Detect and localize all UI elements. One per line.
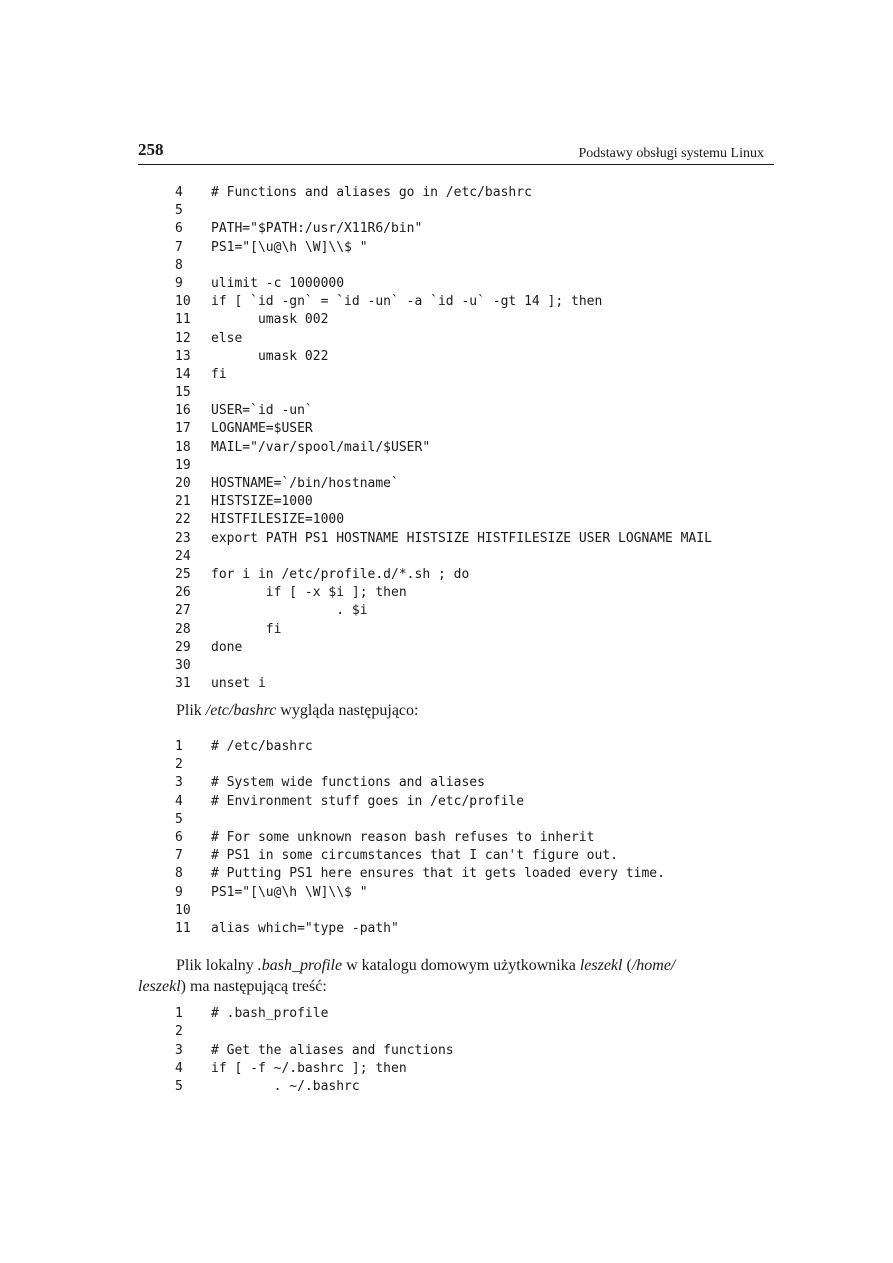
line-number: 11 <box>175 920 191 936</box>
code-line <box>175 902 665 920</box>
line-number: 15 <box>175 385 191 401</box>
line-number: 30 <box>175 657 191 673</box>
code-line <box>175 511 712 529</box>
line-number: 6 <box>175 221 183 237</box>
code-line <box>175 774 665 792</box>
code-line <box>175 420 712 438</box>
line-number: 24 <box>175 548 191 564</box>
line-number: 16 <box>175 403 191 419</box>
paragraph-line-1 <box>138 955 774 976</box>
text: Plik lokalny <box>176 957 258 974</box>
code-line <box>175 811 665 829</box>
code-listing-profile <box>175 184 712 693</box>
line-number: 10 <box>175 294 191 310</box>
line-number: 1 <box>175 739 183 754</box>
code-text: export PATH PS1 HOSTNAME HISTSIZE HISTFILESIZE USER LOGNAME MAIL <box>211 530 712 546</box>
code-text: if [ `id -gn` = `id -un` -a `id -u` -gt 14 ]; then <box>211 294 603 310</box>
code-line <box>175 1078 454 1096</box>
code-text: # PS1 in some circumstances that I can't figure out. <box>211 848 618 864</box>
line-number: 7 <box>175 239 183 255</box>
code-line <box>175 602 712 620</box>
code-line <box>175 220 712 238</box>
code-text: # Get the aliases and functions <box>211 1042 454 1058</box>
code-text: for i in /etc/profile.d/*.sh ; do <box>211 566 470 582</box>
code-listing-bash-profile <box>175 1005 454 1096</box>
line-number: 25 <box>175 566 191 582</box>
code-line <box>175 657 712 675</box>
code-text: PATH="$PATH:/usr/X11R6/bin" <box>211 221 423 237</box>
line-number: 27 <box>175 603 191 619</box>
line-number: 3 <box>175 1042 183 1058</box>
code-line <box>175 1042 454 1060</box>
code-line <box>175 566 712 584</box>
file-name: .bash_profile <box>257 957 343 974</box>
code-line <box>175 366 712 384</box>
code-text: MAIL="/var/spool/mail/$USER" <box>211 439 431 455</box>
code-line <box>175 1060 454 1078</box>
code-text: else <box>211 330 243 346</box>
code-text: LOGNAME=$USER <box>211 421 313 437</box>
line-number: 2 <box>175 1024 183 1040</box>
code-line <box>175 548 712 566</box>
code-line <box>175 829 665 847</box>
home-path-cont: leszekl <box>138 978 181 995</box>
code-text: done <box>211 639 243 655</box>
line-number: 14 <box>175 366 191 382</box>
line-number: 18 <box>175 439 191 455</box>
page-number: 258 <box>138 140 164 159</box>
line-number: 12 <box>175 330 191 346</box>
code-text: # Functions and aliases go in /etc/bashrc <box>211 185 532 200</box>
code-text: fi <box>211 366 227 382</box>
code-text: . ~/.bashrc <box>211 1079 360 1095</box>
line-number: 4 <box>175 1060 183 1076</box>
code-text: # Putting PS1 here ensures that it gets loaded every time. <box>211 866 665 882</box>
code-text: # For some unknown reason bash refuses to inherit <box>211 829 595 845</box>
line-number: 2 <box>175 757 183 773</box>
code-line <box>175 675 712 693</box>
code-line <box>175 584 712 602</box>
code-line <box>175 348 712 366</box>
code-text: ulimit -c 1000000 <box>211 275 345 291</box>
line-number: 9 <box>175 884 183 900</box>
line-number: 1 <box>175 1006 183 1021</box>
line-number: 26 <box>175 585 191 601</box>
line-number: 21 <box>175 494 191 510</box>
home-path: /home/ <box>631 957 676 974</box>
text: ( <box>622 957 632 974</box>
code-text: . $i <box>211 603 368 619</box>
code-line <box>175 257 712 275</box>
text: wygląda następująco: <box>276 702 419 719</box>
code-line <box>175 202 712 220</box>
line-number: 4 <box>175 793 183 809</box>
code-line <box>175 475 712 493</box>
line-number: 8 <box>175 257 183 273</box>
code-line <box>175 457 712 475</box>
code-line <box>175 384 712 402</box>
code-line <box>175 847 665 865</box>
paragraph-line-2 <box>138 976 774 997</box>
code-line <box>175 865 665 883</box>
code-text: HOSTNAME=`/bin/hostname` <box>211 476 399 491</box>
line-number: 29 <box>175 639 191 655</box>
code-text: if [ -x $i ]; then <box>211 585 407 601</box>
code-line <box>175 493 712 511</box>
code-text: if [ -f ~/.bashrc ]; then <box>211 1060 407 1076</box>
code-line <box>175 402 712 420</box>
code-line <box>175 184 712 202</box>
code-line <box>175 330 712 348</box>
code-text: USER=`id -un` <box>211 403 313 419</box>
code-line <box>175 439 712 457</box>
code-line <box>175 311 712 329</box>
line-number: 4 <box>175 185 183 200</box>
code-line <box>175 920 665 938</box>
code-listing-bashrc <box>175 738 665 938</box>
code-line <box>175 621 712 639</box>
paragraph-bashrc-intro <box>176 700 418 721</box>
text: w katalogu domowym użytkownika <box>342 957 580 974</box>
code-text: alias which="type -path" <box>211 920 399 936</box>
code-text: # /etc/bashrc <box>211 739 313 754</box>
paragraph-bash-profile-intro <box>138 955 774 997</box>
line-number: 11 <box>175 312 191 328</box>
code-text: HISTSIZE=1000 <box>211 494 313 510</box>
line-number: 8 <box>175 866 183 882</box>
running-title: Podstawy obsługi systemu Linux <box>578 146 764 161</box>
line-number: 19 <box>175 457 191 473</box>
code-text: # Environment stuff goes in /etc/profile <box>211 793 525 809</box>
line-number: 23 <box>175 530 191 546</box>
text: ) ma następującą treść: <box>180 978 327 995</box>
code-text: # .bash_profile <box>211 1006 329 1021</box>
code-line <box>175 239 712 257</box>
line-number: 5 <box>175 203 183 219</box>
code-line <box>175 293 712 311</box>
code-text: unset i <box>211 676 266 692</box>
line-number: 13 <box>175 348 191 364</box>
code-line <box>175 530 712 548</box>
code-line <box>175 1023 454 1041</box>
line-number: 22 <box>175 512 191 528</box>
code-text: # System wide functions and aliases <box>211 775 485 791</box>
code-line <box>175 738 665 756</box>
code-text: HISTFILESIZE=1000 <box>211 512 345 528</box>
text: Plik <box>176 702 206 719</box>
file-path: /etc/bashrc <box>205 702 277 719</box>
line-number: 28 <box>175 621 191 637</box>
code-text: fi <box>211 621 282 637</box>
line-number: 17 <box>175 421 191 437</box>
code-line <box>175 275 712 293</box>
code-text: umask 002 <box>211 312 329 328</box>
line-number: 7 <box>175 848 183 864</box>
line-number: 3 <box>175 775 183 791</box>
code-line <box>175 793 665 811</box>
line-number: 31 <box>175 676 191 692</box>
code-line <box>175 884 665 902</box>
code-line <box>175 1005 454 1023</box>
line-number: 20 <box>175 476 191 491</box>
line-number: 10 <box>175 902 191 918</box>
line-number: 6 <box>175 829 183 845</box>
line-number: 5 <box>175 1079 183 1095</box>
page-header <box>138 138 774 165</box>
user-name: leszekl <box>579 957 623 974</box>
code-line <box>175 639 712 657</box>
code-line <box>175 756 665 774</box>
line-number: 5 <box>175 811 183 827</box>
line-number: 9 <box>175 275 183 291</box>
code-text: PS1="[\u@\h \W]\\$ " <box>211 239 368 255</box>
code-text: PS1="[\u@\h \W]\\$ " <box>211 884 368 900</box>
code-text: umask 022 <box>211 348 329 364</box>
